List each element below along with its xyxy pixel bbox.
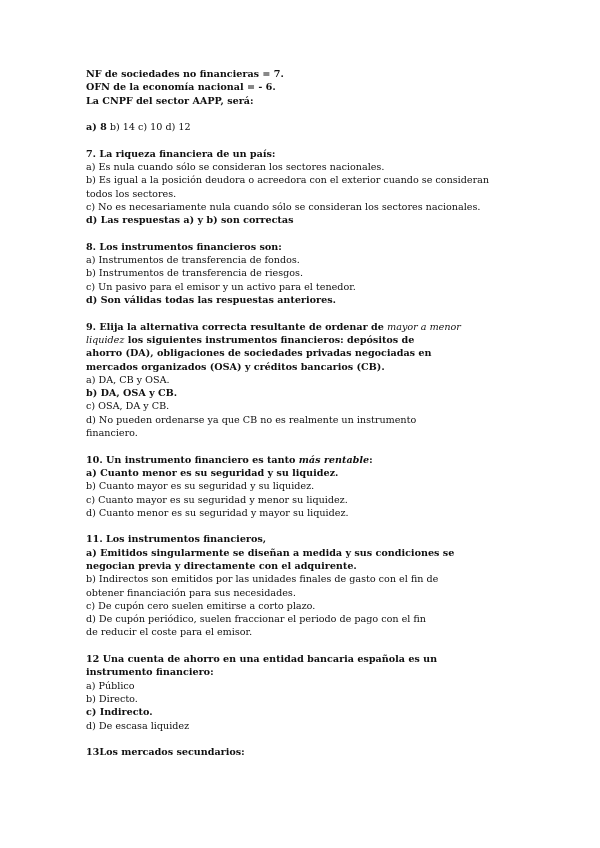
q10-option-c: c) Cuanto mayor es su seguridad y menor su liquidez. [86,494,348,506]
q9-title-post: los siguientes instrumentos financieros: depósitos de [124,334,415,346]
q11-option-a-line2: negocian previa y directamente con el adquirente. [86,560,357,572]
q11-option-b-line2: obtener financiación para sus necesidades. [86,587,296,599]
q9-title-italic1: mayor a menor [387,321,461,333]
intro-other-answers: b) 14 c) 10 d) 12 [106,122,191,134]
q10-title-italic: más rentable [298,454,370,466]
q8-title: 8. Los instrumentos financieros son: [86,241,282,253]
q11-option-a-line1: a) Emitidos singularmente se diseñan a medida y sus condiciones se [86,547,455,559]
q7-option-a: a) Es nula cuando sólo se consideran los sectores nacionales. [86,162,385,174]
intro-line-3: La CNPF del sector AAPP, será: [86,95,254,107]
q12-title-line1: 12 Una cuenta de ahorro en una entidad bancaria española es un [86,654,438,666]
q10-title-post: : [369,454,373,466]
q9-option-b: b) DA, OSA y CB. [86,388,178,400]
q12-option-a: a) Público [86,680,135,692]
q8-option-c: c) Un pasivo para el emisor y un activo para el tenedor. [86,281,356,293]
q9-title-line1 [86,321,466,334]
intro-line-1: NF de sociedades no financieras = 7. [86,69,284,80]
q9-option-d-line1: d) No pueden ordenarse ya que CB no es realmente un instrumento [86,414,417,426]
q8-option-a: a) Instrumentos de transferencia de fondos. [86,255,300,267]
q10-option-a: a) Cuanto menor es su seguridad y su liquidez. [86,467,339,479]
q8-option-d: d) Son válidas todas las respuestas anteriores. [86,295,336,307]
q11-option-d-line2: de reducir el coste para el emisor. [86,627,253,639]
q8-option-b: b) Instrumentos de transferencia de riesgos. [86,268,304,280]
q9-option-d-line2: financiero. [86,428,138,440]
q10-title-pre: 10. Un instrumento financiero es tanto [86,454,299,466]
q7-option-b-line2: todos los sectores. [86,188,177,200]
q9-option-c: c) OSA, DA y CB. [86,401,170,413]
q11-title: 11. Los instrumentos financieros, [86,534,267,546]
q11-option-d-line1: d) De cupón periódico, suelen fraccionar el periodo de pago con el fin [86,614,426,626]
q7-title: 7. La riqueza financiera de un país: [86,148,276,160]
document-body [86,68,490,759]
q7-option-c: c) No es necesariamente nula cuando sólo se consideran los sectores nacionales. [86,201,481,213]
q10-title [86,454,466,467]
q12-option-b: b) Directo. [86,693,138,705]
q11-option-c: c) De cupón cero suelen emitirse a corto plazo. [86,600,316,612]
q12-option-d: d) De escasa liquidez [86,720,190,732]
q9-title-line4: mercados organizados (OSA) y créditos bancarios (CB). [86,361,385,373]
intro-correct-answer: a) 8 [86,122,107,134]
q9-title-line3: ahorro (DA), obligaciones de sociedades privadas negociadas en [86,348,432,360]
q10-option-d: d) Cuanto menor es su seguridad y mayor su liquidez. [86,507,349,519]
q9-title-line2 [86,334,466,347]
q11-option-b-line1: b) Indirectos son emitidos por las unidades finales de gasto con el fin de [86,574,439,586]
q9-title-pre: 9. Elija la alternativa correcta resultante de ordenar de [86,321,388,333]
q10-option-b: b) Cuanto mayor es su seguridad y su liquidez. [86,481,315,493]
q12-title-line2: instrumento financiero: [86,667,214,679]
intro-answers [86,121,466,134]
q13-title: 13Los mercados secundarios: [86,747,245,759]
intro-line-2: OFN de la economía nacional = - 6. [86,82,276,94]
q7-option-b-line1: b) Es igual a la posición deudora o acreedora con el exterior cuando se consideran [86,175,490,187]
q9-option-a: a) DA, CB y OSA. [86,374,170,386]
q12-option-c: c) Indirecto. [86,707,153,719]
q9-title-italic2: liquidez [86,334,125,346]
q7-option-d: d) Las respuestas a) y b) son correctas [86,215,294,227]
